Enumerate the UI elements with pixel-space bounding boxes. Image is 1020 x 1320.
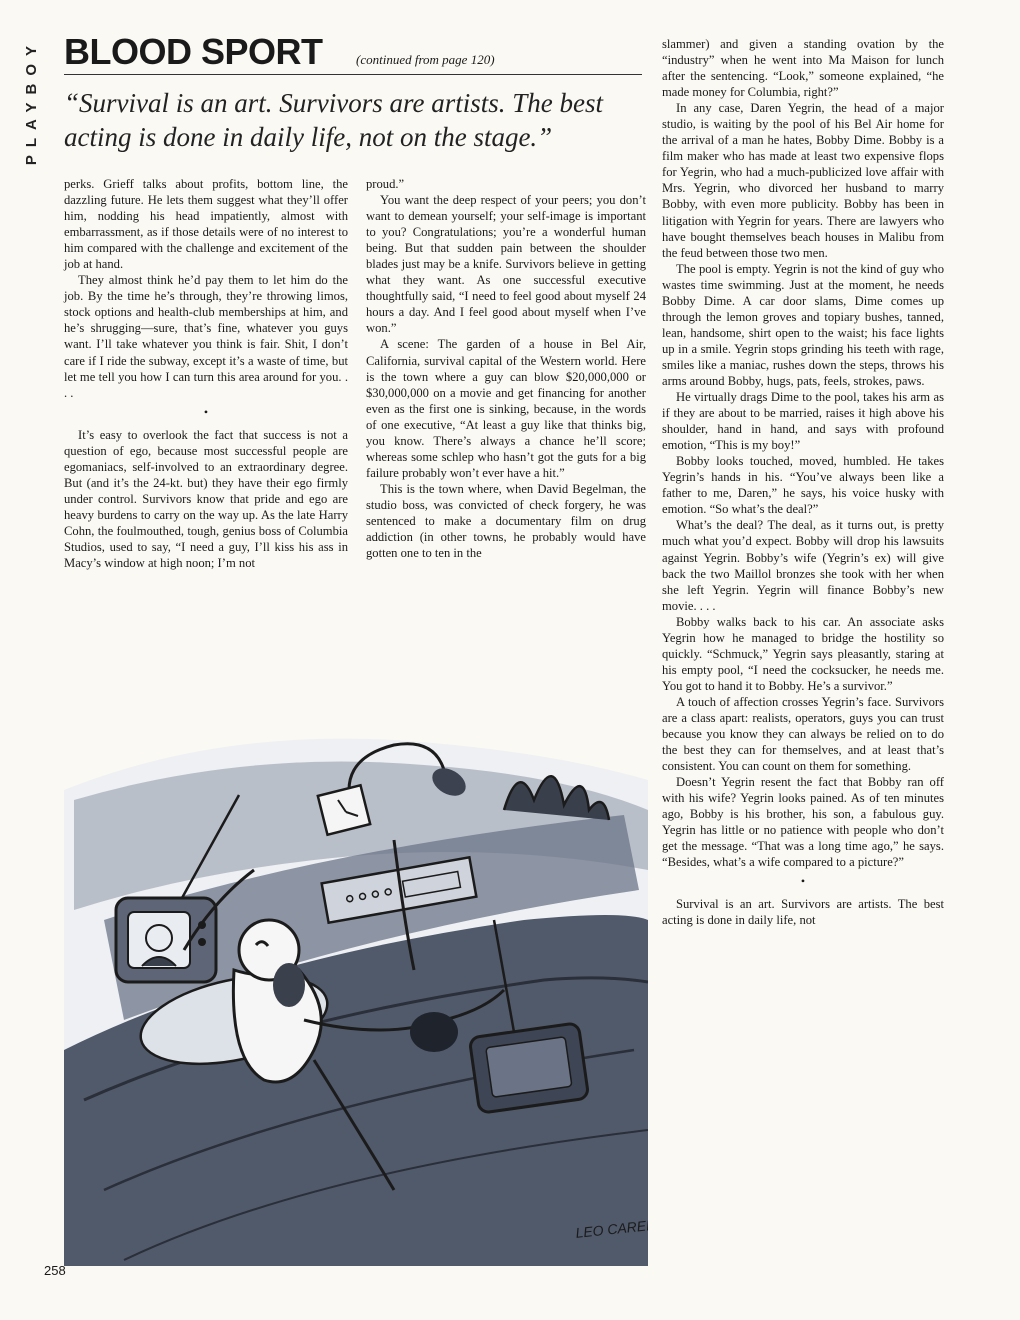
paragraph: The pool is empty. Yegrin is not the kind of guy who wastes time swimming. Just at the moment, he needs Bobby Dime. A car door slams, Dime comes up through the lemon groves and topiary bushes, tanned, lean, handsome, shirt open to the waist; his face lights up in a smile. Yegrin stops grinding his teeth with rage, smiles like a maniac, rushes down the steps, throws his arms around Bobby, hugs, pats, feels, strokes, paws. — [662, 261, 944, 388]
cartoon-drawing — [64, 720, 648, 1266]
paragraph: You want the deep respect of your peers; you don’t want to demean yourself; your self-image is important to you? Congratulations; you’re a wonderful human being. But that sudden pain between the shoulder blades just may be a knife. Survivors believe in getting what they want. As one successful executive thoughtfully said, “I need to feel good about myself 24 hours a day. And I feel good about myself when I’ve won.” — [366, 193, 646, 336]
paragraph: Survival is an art. Survivors are artists. The best acting is done in daily life, not — [662, 897, 944, 928]
paragraph: They almost think he’d pay them to let him do the job. By the time he’s through, they’re throwing limos, stock options and health-club memberships at him, and he’s shrugging—sure, that’s fine, whatever you guys want. I’ll take whatever you think is fair. Shit, I don’t care if I ride the subway, except it’s a waste of time, but let me tell you how I can turn this area around for you. . . . — [64, 273, 348, 400]
cartoon-illustration — [64, 720, 648, 1266]
paragraph: He virtually drags Dime to the pool, takes his arm as if they are about to be married, raises it high above his shoulder, hand in hand, and says with profound emotion, “This is my boy!” — [662, 390, 944, 453]
paragraph: It’s easy to overlook the fact that success is not a question of ego, because most successful people are egomaniacs, self-involved to an extraordinary degree. But (and it’s the 24-kt. but) they have their ego firmly under control. Survivors know that pride and ego are heavy burdens to carry on the way up. As the late Harry Cohn, the foulmouthed, tough, genius boss of Columbia Studios, used to say, “I need a guy, I’ll kiss his ass in Macy’s window at high noon; I’m not — [64, 427, 348, 571]
page-number: 258 — [44, 1263, 66, 1278]
pull-quote: “Survival is an art. Survivors are artists. The best acting is done in daily life, not on the stage.” — [64, 88, 604, 152]
continued-note: (continued from page 120) — [356, 52, 495, 67]
column-1 — [64, 176, 348, 571]
paragraph: Bobby walks back to his car. An associate asks Yegrin how he managed to bridge the hostility so quickly. “Schmuck,” Yegrin says pleasantly, staring at his empty pool, “I need the cocksucker, he needs me. You got to hand it to Bobby. He’s a survivor.” — [662, 614, 944, 693]
article-title: BLOOD SPORT — [64, 31, 323, 72]
paragraph: perks. Grieff talks about profits, bottom line, the dazzling future. He lets them suggest what they’ll offer him, nodding his head impatiently, almost with embarrassment, as if those details were of no interest to him compared with the challenge and excitement of the job at hand. — [64, 177, 348, 272]
section-bullet: • — [800, 874, 806, 889]
paragraph: This is the town where, when David Begelman, the studio boss, was convicted of check forgery, he was sentenced to make a documentary film on drug addiction (in other towns, he probably would have gotten one to ten in the — [366, 481, 646, 561]
paragraph: proud.” — [366, 177, 405, 191]
section-bullet: • — [203, 404, 209, 419]
cartoon-signature: LEO CAREL — [574, 1216, 648, 1241]
paragraph: A scene: The garden of a house in Bel Air, California, survival capital of the Western world. Here is the town where a guy can blow $20,000,000 or $30,000,000 on a movie and get financing for another even as the first one is sinking, because, in the words of one executive, “At least a guy like that thinks big, you know. There’s always a chance he’ll score; whereas some schlep who hasn’t got the guts for a big failure probably won’t ever have a hit.” — [366, 337, 646, 480]
paragraph: What’s the deal? The deal, as it turns out, is pretty much what you’d expect. Bobby will drop his lawsuits against Yegrin. Bobby’s wife (Yegrin’s ex) will give back the two Maillol bronzes she took with her when she left Yegrin. Yegrin will finance Bobby’s new movie. . . . — [662, 518, 944, 613]
column-3 — [662, 36, 944, 929]
paragraph: In any case, Daren Yegrin, the head of a major studio, is waiting by the pool of his Bel Air home for the arrival of a man he hates, Bobby Dime. Bobby is a film maker who has made at least two expensive flops for Yegrin, who had a much-publicized love affair with Mrs. Yegrin, who divorced her husband to marry Bobby, with even more publicity. Bobby has been in litigation with Yegrin for years. There are lawyers who have bought themselves beach houses in Malibu from the feud between those two men. — [662, 101, 944, 260]
paragraph: Doesn’t Yegrin resent the fact that Bobby ran off with his wife? Yegrin looks pained. As of ten minutes ago, Bobby is his brother, his son, a fabulous guy. Yegrin has little or no patience with people who don’t get the message. “That was a long time ago,” he says. “Besides, what’s a wife compared to a picture?” — [662, 775, 944, 870]
header — [64, 30, 642, 75]
paragraph: A touch of affection crosses Yegrin’s face. Survivors are a class apart: realists, operators, guys you can trust because you know they can always be relied on to do the best they can for themselves, and at least that’s consistent. You can count on them for something. — [662, 694, 944, 774]
magazine-name: PLAYBOY — [23, 38, 40, 166]
paragraph: slammer) and given a standing ovation by the “industry” when he went into Ma Maison for lunch after the sentencing. “Look,” someone explained, “he made money for Columbia, right?” — [662, 37, 944, 100]
column-2 — [366, 176, 646, 561]
paragraph: Bobby looks touched, moved, humbled. He takes Yegrin’s hands in his. “You’ve always been like a father to me, Daren,” he says, his voice husky with emotion. “So what’s the deal?” — [662, 454, 944, 517]
